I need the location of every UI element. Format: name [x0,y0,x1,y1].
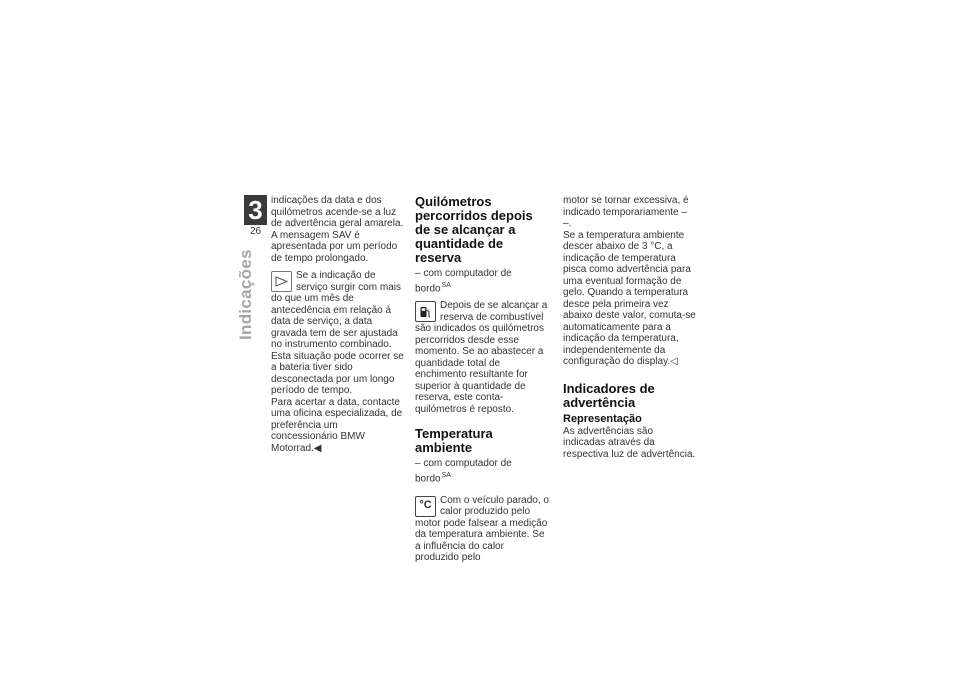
service-note-text: Se a indicação de serviço surgir com mais do que um mês de antecedência em relação à data de serviço, a data gravada tem de ser ajustada no instrumento combinado. Esta situação pode ocorrer se a bateria tiver sido desconectada por um longo período de tempo. [271,270,404,396]
column-2 [415,195,549,564]
end-mark: ◀ [313,442,322,454]
service-triangle-icon [271,271,292,292]
column-1 [271,195,407,454]
page-number: 26 [249,226,262,237]
temperature-celsius-icon [415,496,436,517]
fuel-pump-icon [415,301,436,322]
fuel-note-text: Depois de se alcançar a reserva de combustível são indicados os quilómetros percorridos desde esse momento. Se ao abastecer a quantidade total de enchimento resultante for superior à quantidade de reserva, este conta-quilómetros é reposto. [415,300,548,415]
temperature-glyph: °C [419,499,432,512]
ice-warning-paragraph [563,230,697,368]
service-note [271,270,407,397]
temperature-continued: motor se tornar excessiva, é indicado temporariamente – –. [563,195,689,229]
option-onboard-computer-2 [415,458,549,484]
column-3 [563,195,697,460]
temperature-note [415,495,549,564]
option-onboard-computer-1 [415,268,549,294]
heading-ambient-temperature: Temperatura ambiente [415,426,493,456]
contact-paragraph [271,397,407,455]
sa-superscript: SA [441,471,451,479]
representation-text: As advertências são indicadas através da respectiva luz de advertência. [563,425,696,460]
option-text: – com computador de bordo [415,458,512,485]
contact-text: Para acertar a data, contacte uma oficina especializada, de preferência um concessionário BMW Motorrad. [271,396,403,454]
end-mark: ◁ [670,356,678,367]
ice-warning-text: Se a temperatura ambiente descer abaixo de 3 °C, a indicação de temperatura pisca como advertência para uma eventual formação de gelo. Quando a temperatura desce pela primeira vez abaixo deste valor, comuta-se automaticamente para a indicação da temperatura, independentemente da configuração do display. [563,229,696,367]
temperature-note-text: Com o veículo parado, o calor produzido pelo motor pode falsear a medição da temperatura ambiente. Se a influência do calor produzido pelo [415,494,549,564]
chapter-tab: 3 [244,195,267,225]
sa-superscript: SA [441,281,451,289]
subheading-representation: Representação [563,412,642,425]
fuel-note [415,300,549,415]
heading-reserve-distance: Quilómetros percorridos depois de se alcançar a quantidade de reserva [415,194,533,265]
heading-warning-indicators: Indicadores de advertência [563,380,655,410]
chapter-title: Indicações [236,249,255,340]
intro-paragraph: indicações da data e dos quilómetros acende-se a luz de advertência geral amarela. A mensagem SAV é apresentada por um período de tempo prolongado. [271,195,404,264]
option-text: – com computador de bordo [415,268,512,294]
